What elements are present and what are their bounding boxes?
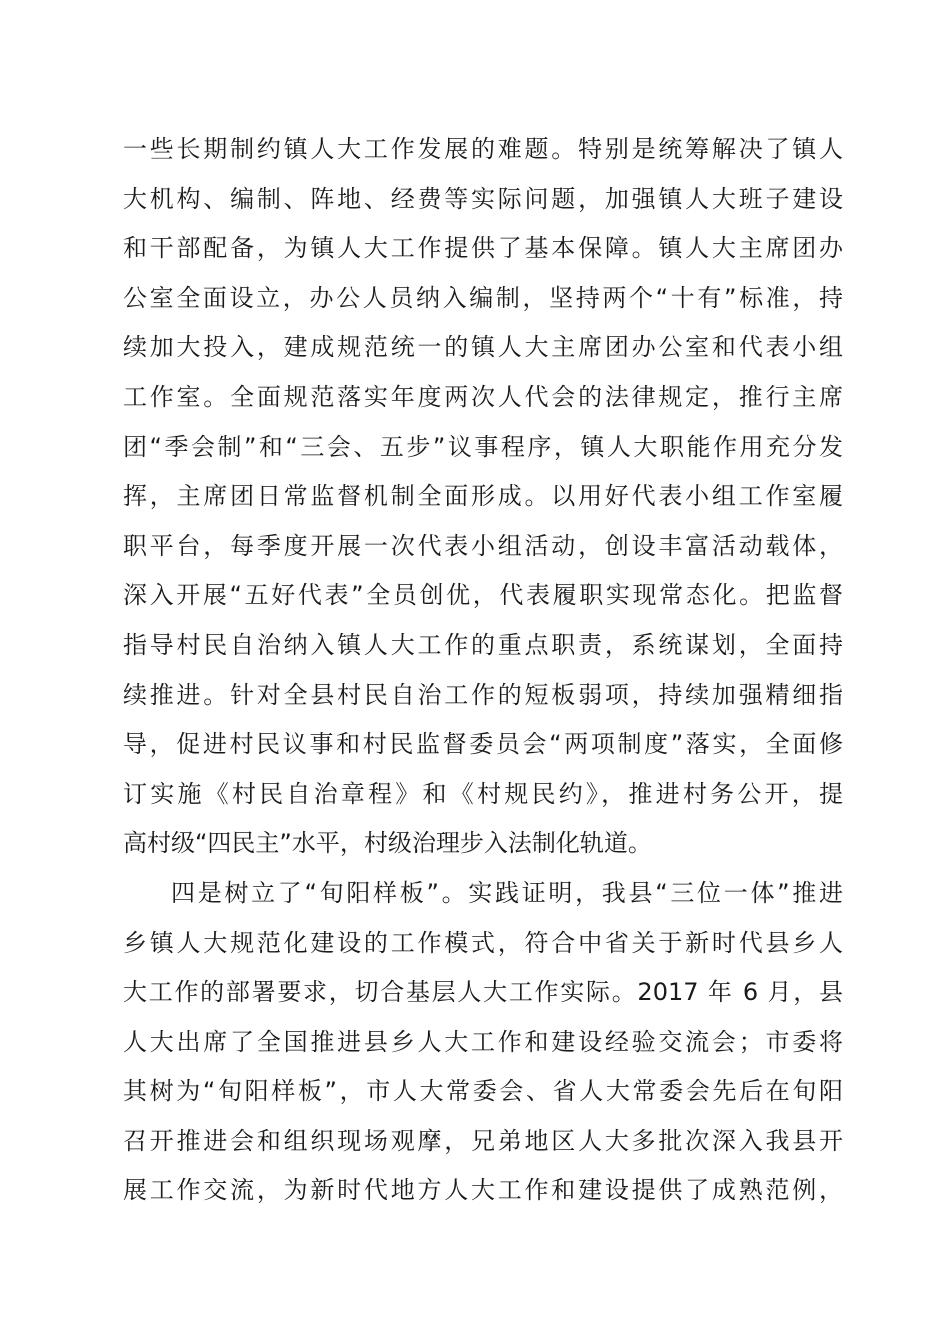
text-line: 人大出席了全国推进县乡人大工作和建设经验交流会；市委将 (123, 1027, 843, 1056)
paragraph (123, 125, 843, 869)
text-line: 大工作的部署要求，切合基层人大工作实际。2017 年 6 月，县 (123, 978, 843, 1007)
text-line: 续加大投入，建成规范统一的镇人大主席团办公室和代表小组 (123, 333, 843, 362)
text-line: 公室全面设立，办公人员纳入编制，坚持两个“十有”标准，持 (123, 283, 843, 312)
text-line: 团“季会制”和“三会、五步”议事程序，镇人大职能作用充分发 (123, 432, 843, 461)
text-line: 深入开展“五好代表”全员创优，代表履职实现常态化。把监督 (123, 581, 843, 610)
text-line: 四是树立了“旬阳样板”。实践证明，我县“三位一体”推进 (171, 878, 843, 907)
text-line: 职平台，每季度开展一次代表小组活动，创设丰富活动载体， (123, 531, 843, 560)
text-line: 挥，主席团日常监督机制全面形成。以用好代表小组工作室履 (123, 482, 843, 511)
paragraph (123, 869, 843, 1216)
text-line: 召开推进会和组织现场观摩，兄弟地区人大多批次深入我县开 (123, 1126, 843, 1155)
text-line: 乡镇人大规范化建设的工作模式，符合中省关于新时代县乡人 (123, 928, 843, 957)
text-line: 续推进。针对全县村民自治工作的短板弱项，持续加强精细指 (123, 680, 843, 709)
text-line: 工作室。全面规范落实年度两次人代会的法律规定，推行主席 (123, 382, 843, 411)
text-line: 高村级“四民主”水平，村级治理步入法制化轨道。 (123, 829, 652, 858)
text-line: 展工作交流，为新时代地方人大工作和建设提供了成熟范例， (123, 1176, 843, 1205)
body-text (123, 125, 843, 1216)
text-line: 一些长期制约镇人大工作发展的难题。特别是统筹解决了镇人 (123, 135, 843, 163)
text-line: 其树为“旬阳样板”，市人大常委会、省人大常委会先后在旬阳 (123, 1077, 843, 1106)
text-line: 和干部配备，为镇人大工作提供了基本保障。镇人大主席团办 (123, 234, 843, 263)
text-line: 导，促进村民议事和村民监督委员会“两项制度”落实，全面修 (123, 730, 843, 759)
text-line: 订实施《村民自治章程》和《村规民约》，推进村务公开，提 (123, 779, 843, 808)
text-line: 指导村民自治纳入镇人大工作的重点职责，系统谋划，全面持 (123, 630, 843, 659)
text-line: 大机构、编制、阵地、经费等实际问题，加强镇人大班子建设 (123, 184, 843, 213)
